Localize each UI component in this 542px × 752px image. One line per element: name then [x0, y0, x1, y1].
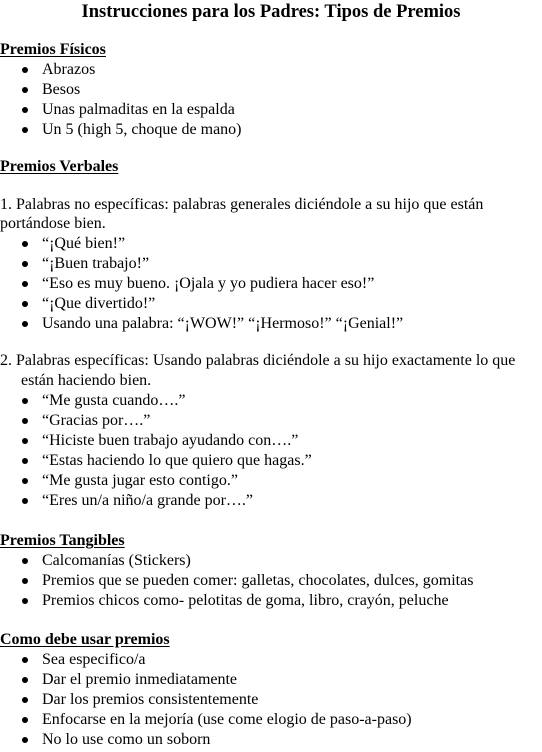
list-item	[0, 274, 403, 294]
bullet-icon	[22, 697, 28, 703]
bullet-icon	[22, 301, 28, 307]
list-item-text: Besos	[42, 81, 81, 98]
list-item	[0, 100, 242, 120]
list-item-text: “¡Qué bien!”	[42, 235, 126, 252]
list-item-text: “Gracias por….”	[42, 412, 151, 429]
paragraph-palabras-no-especificas-cont: portándose bien.	[0, 215, 106, 232]
list-item-text: Premios que se pueden comer: galletas, chocolates, dulces, gomitas	[42, 572, 474, 589]
paragraph-palabras-no-especificas: 1. Palabras no específicas: palabras generales diciéndole a su hijo que están	[0, 196, 484, 213]
list-item	[0, 710, 412, 730]
list-palabras-no-especificas	[0, 234, 403, 334]
bullet-icon	[22, 261, 28, 267]
list-item	[0, 431, 312, 451]
list-item	[0, 551, 473, 571]
bullet-icon	[22, 737, 28, 743]
paragraph-palabras-especificas: 2. Palabras específicas: Usando palabras diciéndole a su hijo exactamente lo que	[0, 352, 516, 369]
bullet-icon	[22, 241, 28, 247]
list-item	[0, 670, 412, 690]
heading-premios-tangibles: Premios Tangibles	[0, 532, 125, 549]
list-item	[0, 730, 412, 750]
list-item	[0, 650, 412, 670]
heading-como-usar-premios: Como debe usar premios	[0, 631, 170, 648]
list-item	[0, 80, 242, 100]
list-item-text: Enfocarse en la mejoría (use come elogio de paso-a-paso)	[42, 711, 412, 728]
heading-premios-verbales: Premios Verbales	[0, 158, 119, 175]
list-item	[0, 254, 403, 274]
list-premios-fisicos	[0, 60, 242, 140]
bullet-icon	[22, 478, 28, 484]
bullet-icon	[22, 458, 28, 464]
bullet-icon	[22, 127, 28, 133]
list-item-text: Dar el premio inmediatamente	[42, 671, 238, 688]
list-item	[0, 391, 312, 411]
bullet-icon	[22, 398, 28, 404]
bullet-icon	[22, 677, 28, 683]
bullet-icon	[22, 87, 28, 93]
list-item	[0, 571, 473, 591]
bullet-icon	[22, 418, 28, 424]
bullet-icon	[22, 558, 28, 564]
bullet-icon	[22, 107, 28, 113]
list-item-text: “Me gusta cuando….”	[42, 392, 186, 409]
list-item-text: Premios chicos como- pelotitas de goma, libro, crayón, peluche	[42, 592, 449, 609]
heading-premios-fisicos: Premios Físicos	[0, 41, 106, 58]
list-item-text: Calcomanías (Stickers)	[42, 552, 191, 569]
document-title: Instrucciones para los Padres: Tipos de Premios	[81, 2, 461, 22]
list-item-text: “¡Buen trabajo!”	[42, 255, 150, 272]
list-item-text: Dar los premios consistentemente	[42, 691, 259, 708]
list-item-text: “Estas haciendo lo que quiero que hagas.”	[42, 452, 312, 469]
list-premios-tangibles	[0, 551, 473, 611]
list-item	[0, 690, 412, 710]
list-item	[0, 120, 242, 140]
list-item	[0, 591, 473, 611]
list-item-text: Abrazos	[42, 61, 96, 78]
list-item	[0, 491, 312, 511]
list-item-text: Unas palmaditas en la espalda	[42, 101, 235, 118]
bullet-icon	[22, 598, 28, 604]
list-item	[0, 471, 312, 491]
list-item	[0, 314, 403, 334]
list-item-text: “Eres un/a niño/a grande por….”	[42, 492, 254, 509]
list-item-text: Un 5 (high 5, choque de mano)	[42, 121, 242, 138]
bullet-icon	[22, 321, 28, 327]
list-palabras-especificas	[0, 391, 312, 511]
bullet-icon	[22, 281, 28, 287]
list-item-text: No lo use como un soborn	[42, 731, 211, 748]
list-item	[0, 234, 403, 254]
bullet-icon	[22, 578, 28, 584]
list-item-text: Sea especifico/a	[42, 651, 146, 668]
bullet-icon	[22, 657, 28, 663]
list-item	[0, 451, 312, 471]
list-item-text: “Me gusta jugar esto contigo.”	[42, 472, 238, 489]
bullet-icon	[22, 67, 28, 73]
paragraph-palabras-especificas-cont: están haciendo bien.	[21, 372, 152, 389]
bullet-icon	[22, 498, 28, 504]
list-item	[0, 60, 242, 80]
bullet-icon	[22, 717, 28, 723]
list-item-text: Usando una palabra: “¡WOW!” “¡Hermoso!” “¡Genial!”	[42, 315, 404, 332]
bullet-icon	[22, 438, 28, 444]
list-como-usar-premios	[0, 650, 412, 750]
list-item	[0, 411, 312, 431]
list-item-text: “Eso es muy bueno. ¡Ojala y yo pudiera hacer eso!”	[42, 275, 375, 292]
list-item-text: “¡Que divertido!”	[42, 295, 156, 312]
list-item	[0, 294, 403, 314]
list-item-text: “Hiciste buen trabajo ayudando con….”	[42, 432, 299, 449]
